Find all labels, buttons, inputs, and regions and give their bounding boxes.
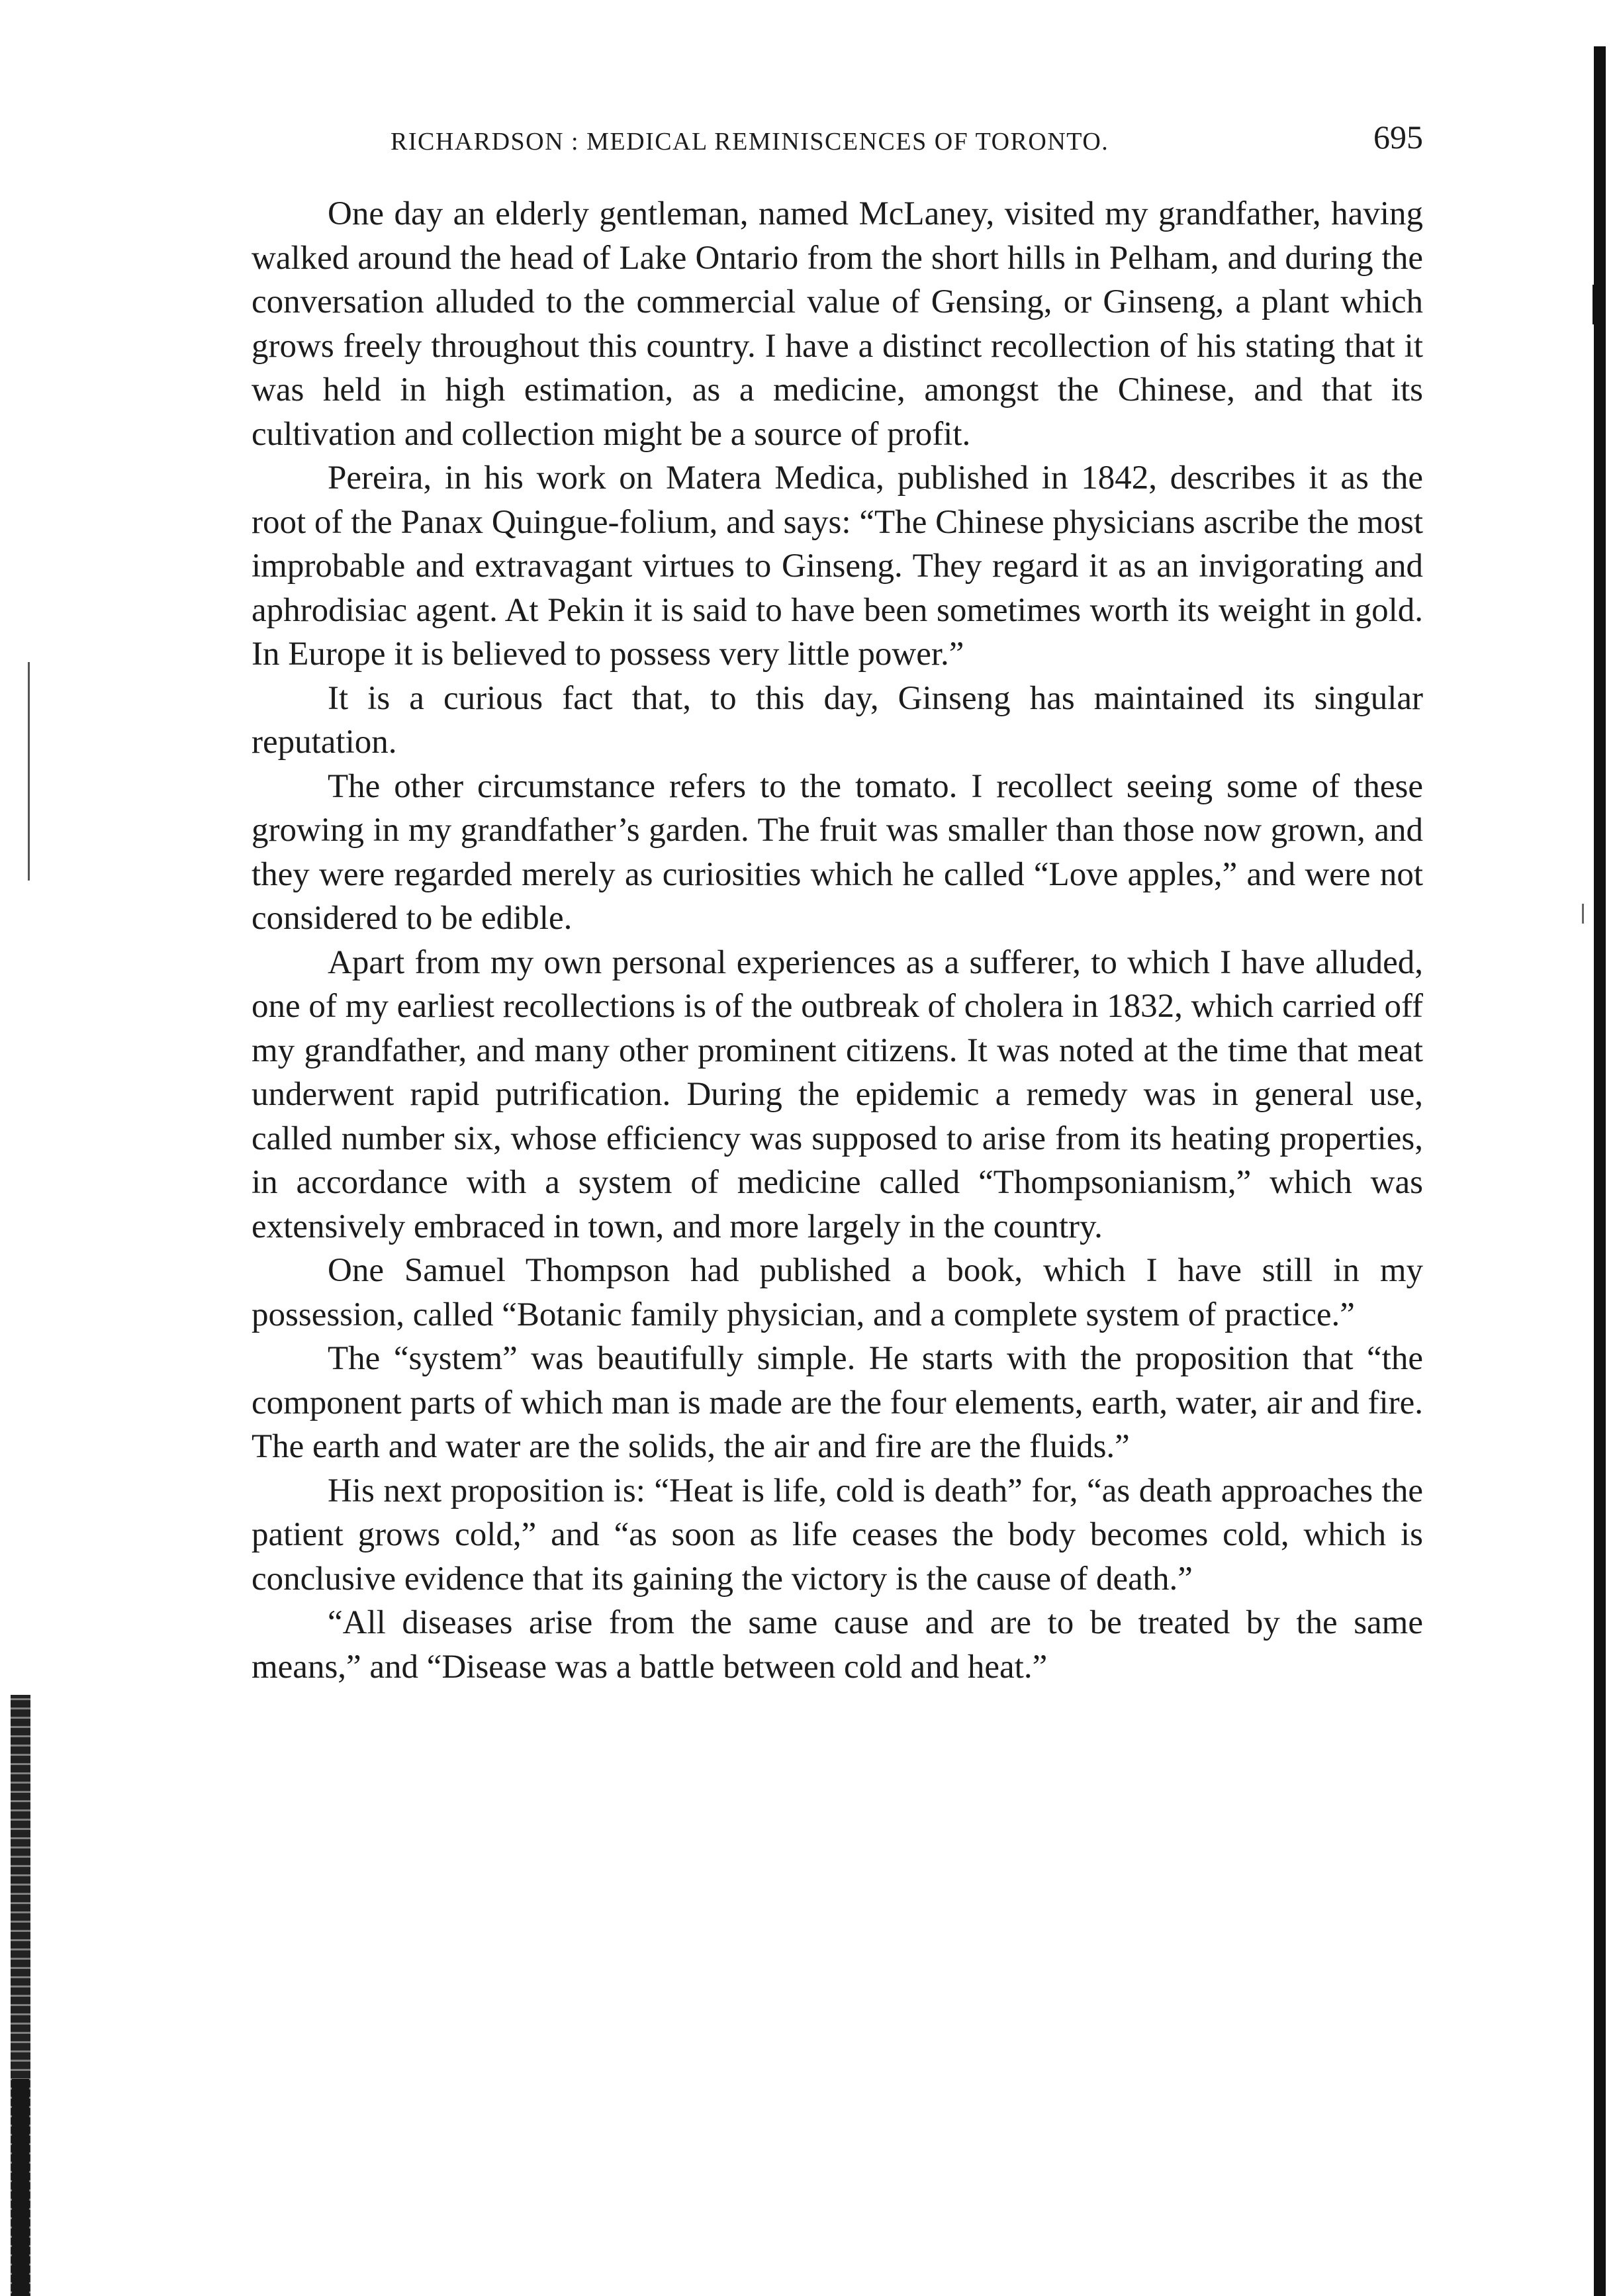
scan-border-right [1594,46,1606,2296]
paragraph-cholera: Apart from my own personal experiences as a sufferer, to which I have alluded, one of my earliest recollections is of the outbreak of cholera in 1832, which carried off my grandfather, and many other prominent citizens. It was noted at the time that meat underwent rapid putrification. During the epidemic a remedy was in general use, called number six, whose efficiency was supposed to arise from its heating properties, in accordance with a system of medicine called “Thompsonianism,” which was extensively embraced in town, and more largely in the country. [252,943,1423,1245]
paragraph-pereira-quote: Pereira, in his work on Matera Medica, published in 1842, describes it as the root of the Panax Quingue-folium, and says: “The Chinese physicians ascribe the most improbable and extravagant virtues to Ginseng. They regard it as an invigorating and aphrodisiac agent. At Pekin it is said to have been sometimes worth its weight in gold. In Europe it is believed to possess very little power.” [252,459,1423,673]
scan-edge-mark [1593,285,1598,324]
running-title: RICHARDSON : MEDICAL REMINISCENCES OF TORONTO. [391,128,1109,156]
paragraph-heat-is-life: His next proposition is: “Heat is life, cold is death” for, “as death approaches the patient grows cold,” and “as soon as life ceases the body becomes cold, which is conclusive evidence that its gaining the victory is the cause of death.” [252,1472,1423,1598]
scan-left-line [28,662,30,881]
scan-binding-edge [12,2079,29,2296]
body-text [252,192,1423,1689]
page-number: 695 [1373,119,1423,156]
paragraph-ginseng-reputation: It is a curious fact that, to this day, Ginseng has maintained its singular reputation. [252,679,1423,761]
paragraph-all-diseases: “All diseases arise from the same cause and are to be treated by the same means,” and “Disease was a battle between cold and heat.” [252,1604,1423,1686]
running-head [252,118,1423,171]
paragraph-tomato: The other circumstance refers to the tomato. I recollect seeing some of these growing in my grandfather’s garden. The fruit was smaller than those now grown, and they were regarded merely as curiosities which he called “Love apples,” and were not considered to be edible. [252,767,1423,937]
paragraph-thompson-book: One Samuel Thompson had published a book, which I have still in my possession, called “Botanic family physician, and a complete system of practice.” [252,1252,1423,1333]
scan-right-tick [1582,904,1584,924]
paragraph-system: The “system” was beautifully simple. He starts with the proposition that “the component parts of which man is made are the four elements, earth, water, air and fire. The earth and water are the solids, the air and fire are the fluids.” [252,1340,1423,1465]
paragraph-mclaney-ginseng: One day an elderly gentleman, named McLaney, visited my grandfather, having walked around the head of Lake Ontario from the short hills in Pelham, and during the conversation alluded to the commercial value of Gensing, or Ginseng, a plant which grows freely throughout this country. I have a distinct recollection of his stating that it was held in high estimation, as a medicine, amongst the Chinese, and that its cultivation and collection might be a source of profit. [252,195,1423,453]
